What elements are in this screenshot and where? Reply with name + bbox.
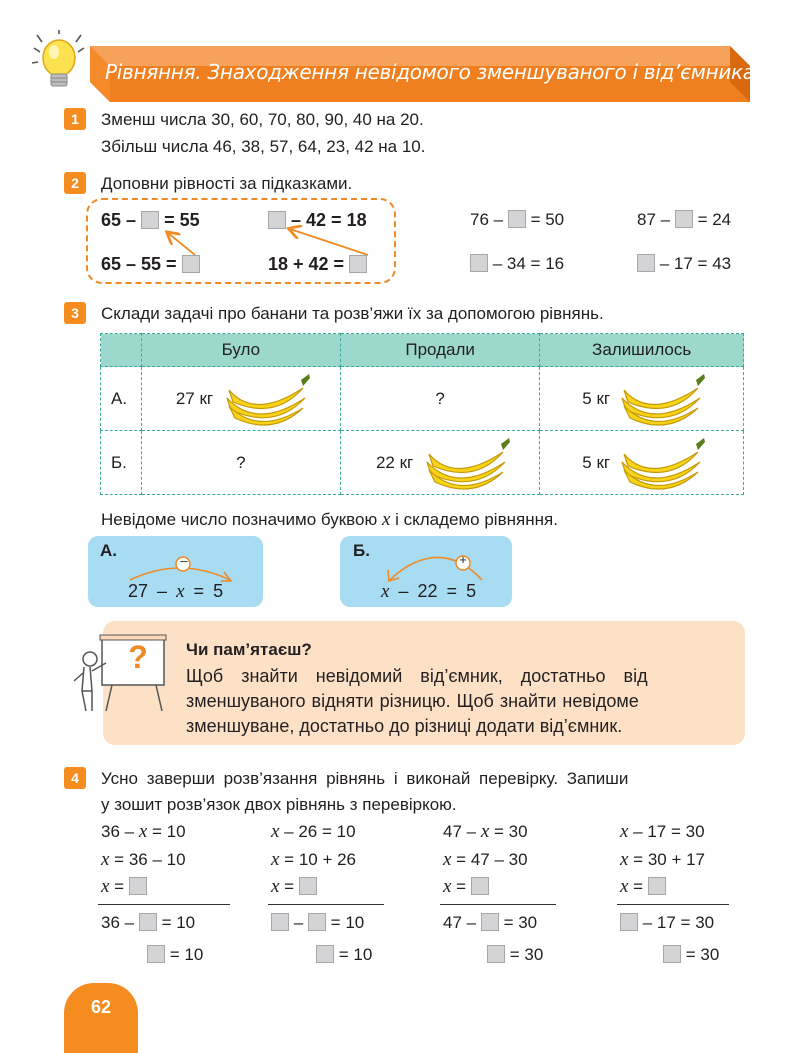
equation: 65 – 55 = bbox=[101, 254, 200, 274]
page-number: 62 bbox=[90, 997, 112, 1017]
equation: 36 – x = 10 bbox=[101, 821, 186, 842]
equation: x = bbox=[271, 877, 317, 897]
table-cell: 5 кг bbox=[540, 367, 744, 431]
blank-box[interactable] bbox=[675, 210, 693, 228]
table-cell: 5 кг bbox=[540, 431, 744, 495]
remember-text-line: зменшуване, достатньо до різниці додати від’ємник. bbox=[186, 716, 623, 736]
task-number-3: 3 bbox=[64, 302, 86, 324]
task3-note: Невідоме число позначимо буквою x і складемо рівняння. bbox=[101, 509, 558, 530]
operation-sign: + bbox=[459, 552, 467, 567]
equation: – 17 = 43 bbox=[637, 254, 731, 274]
table-cell: 22 кг bbox=[340, 431, 539, 495]
table-header: Залишилось bbox=[540, 334, 744, 367]
blank-box[interactable] bbox=[141, 211, 159, 229]
check-equation: 47 – = 30 bbox=[443, 913, 538, 932]
divider-line bbox=[98, 904, 230, 905]
blank-box[interactable] bbox=[271, 913, 289, 931]
operation-sign: – bbox=[180, 553, 188, 568]
blank-box[interactable] bbox=[637, 254, 655, 272]
table-cell: ? bbox=[141, 431, 340, 495]
remember-text-line: Щоб знайти невідомий від’ємник, достатньо від bbox=[186, 666, 648, 686]
blank-box[interactable] bbox=[663, 945, 681, 963]
equation: 47 – x = 30 bbox=[443, 821, 528, 842]
blank-box[interactable] bbox=[620, 913, 638, 931]
equation: – 34 = 16 bbox=[470, 254, 564, 274]
table-header-empty bbox=[101, 334, 142, 367]
equation: x = 36 – 10 bbox=[101, 849, 186, 870]
check-equation: = 10 bbox=[147, 945, 203, 965]
table-cell: ? bbox=[340, 367, 539, 431]
blank-box[interactable] bbox=[316, 945, 334, 963]
lightbulb-icon bbox=[32, 30, 92, 92]
blank-box[interactable] bbox=[268, 211, 286, 229]
blank-box[interactable] bbox=[299, 877, 317, 895]
blank-box[interactable] bbox=[147, 945, 165, 963]
remember-title: Чи пам’ятаєш? bbox=[186, 640, 312, 659]
task1-line1: Зменш числа 30, 60, 70, 80, 90, 40 на 20. bbox=[101, 110, 424, 129]
equation: x – 17 = 30 bbox=[620, 821, 705, 842]
task1-line2: Збільш числа 46, 38, 57, 64, 23, 42 на 10. bbox=[101, 137, 426, 156]
table-header: Продали bbox=[340, 334, 539, 367]
divider-line bbox=[440, 904, 556, 905]
blank-box[interactable] bbox=[508, 210, 526, 228]
divider-line bbox=[268, 904, 384, 905]
check-equation: = 10 bbox=[316, 945, 372, 965]
blank-box[interactable] bbox=[308, 913, 326, 931]
task4-line2: у зошит розв’язок двох рівнянь з перевіркою. bbox=[101, 795, 457, 814]
task4-line1: Усно заверши розв’язання рівнянь і виконай перевірку. Запиши bbox=[101, 769, 629, 788]
row-label: Б. bbox=[101, 431, 142, 495]
check-equation: – = 10 bbox=[271, 913, 364, 933]
equation: 87 – = 24 bbox=[637, 210, 732, 229]
box-label: А. bbox=[100, 541, 117, 560]
equation: x = 30 + 17 bbox=[620, 849, 706, 870]
equation: x = 47 – 30 bbox=[443, 849, 528, 870]
equation: x = bbox=[620, 877, 666, 897]
task-number-4: 4 bbox=[64, 767, 86, 789]
task-number-2: 2 bbox=[64, 172, 86, 194]
check-equation: = 30 bbox=[663, 945, 719, 965]
equation-a: 27 – x = 5 bbox=[128, 581, 224, 602]
check-equation: = 30 bbox=[487, 945, 543, 965]
blank-box[interactable] bbox=[481, 913, 499, 931]
remember-text-line: зменшуваного відняти різницю. Щоб знайти невідоме bbox=[186, 691, 639, 711]
page-title: Рівняння. Знаходження невідомого зменшуваного і від’ємника bbox=[105, 60, 755, 84]
check-equation: – 17 = 30 bbox=[620, 913, 714, 933]
row-label: А. bbox=[101, 367, 142, 431]
page-number-tab bbox=[64, 983, 138, 1053]
equation: x = bbox=[101, 877, 147, 897]
table-header: Було bbox=[141, 334, 340, 367]
banana-bunch-icon bbox=[425, 432, 511, 492]
blank-box[interactable] bbox=[129, 877, 147, 895]
question-mark-glyph: ? bbox=[128, 639, 148, 675]
equation: – 42 = 18 bbox=[268, 210, 367, 230]
equation-b: x – 22 = 5 bbox=[381, 581, 477, 602]
equation: 18 + 42 = bbox=[268, 254, 367, 274]
banana-bunch-icon bbox=[620, 432, 706, 492]
equation: 76 – = 50 bbox=[470, 210, 565, 229]
equation: x – 26 = 10 bbox=[271, 821, 356, 842]
equation: x = 10 + 26 bbox=[271, 849, 357, 870]
check-equation: 36 – = 10 bbox=[101, 913, 196, 932]
blank-box[interactable] bbox=[182, 255, 200, 273]
task2-instruction: Доповни рівності за підказками. bbox=[101, 174, 353, 193]
blank-box[interactable] bbox=[139, 913, 157, 931]
blank-box[interactable] bbox=[487, 945, 505, 963]
blank-box[interactable] bbox=[648, 877, 666, 895]
blank-box[interactable] bbox=[470, 254, 488, 272]
blank-box[interactable] bbox=[349, 255, 367, 273]
equation: 65 – = 55 bbox=[101, 210, 200, 230]
banana-bunch-icon bbox=[620, 368, 706, 428]
divider-line bbox=[617, 904, 729, 905]
blank-box[interactable] bbox=[471, 877, 489, 895]
banana-bunch-icon bbox=[225, 368, 311, 428]
task3-instruction: Склади задачі про банани та розв’яжи їх за допомогою рівнянь. bbox=[101, 304, 604, 323]
equation: x = bbox=[443, 877, 489, 897]
task-number-1: 1 bbox=[64, 108, 86, 130]
table-cell: 27 кг bbox=[141, 367, 340, 431]
box-label: Б. bbox=[353, 541, 370, 560]
